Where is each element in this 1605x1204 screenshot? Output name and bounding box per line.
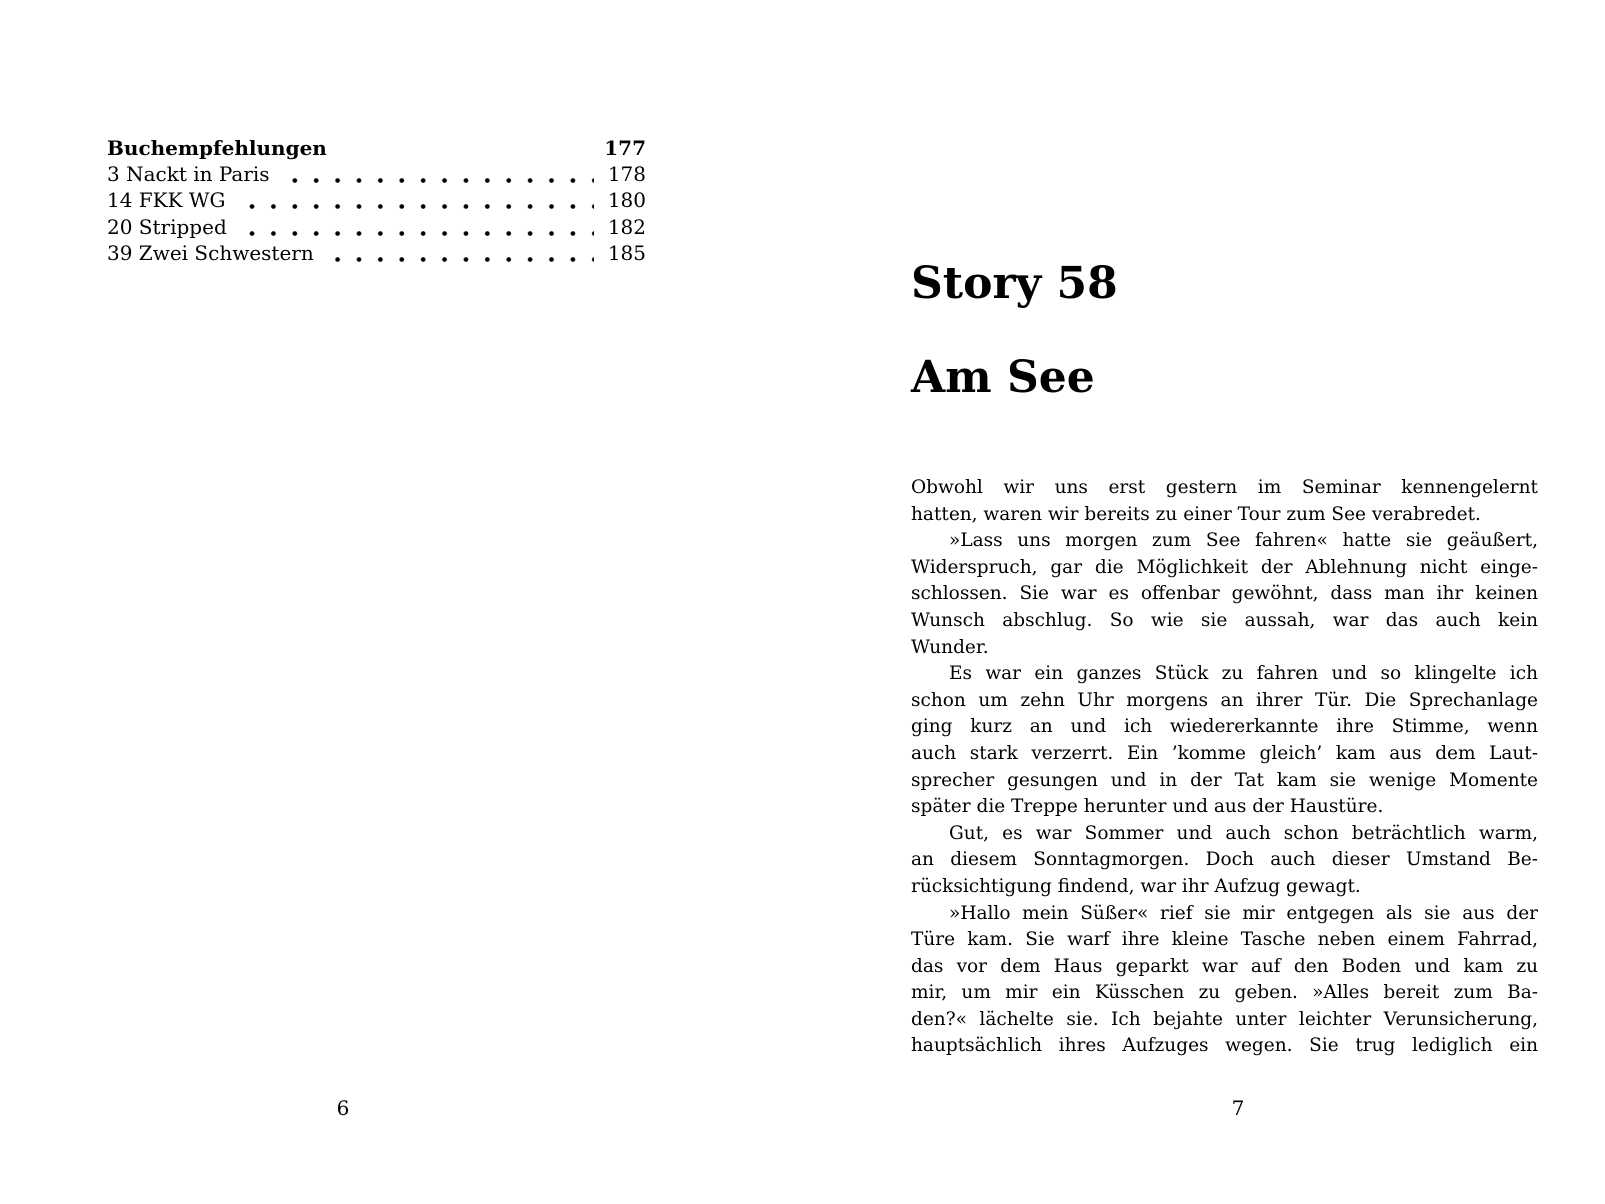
body-text-line: Türe kam. Sie warf ihre kleine Tasche neben einem Fahrrad, bbox=[911, 929, 1538, 951]
body-text-line: den?« lächelte sie. Ich bejahte unter leichter Verunsicherung, bbox=[911, 1008, 1538, 1030]
body-text-line: schlossen. Sie war es offenbar gewöhnt, dass man ihr keinen bbox=[911, 583, 1538, 605]
body-text-line: ging kurz an und ich wiedererkannte ihre Stimme, wenn bbox=[911, 716, 1538, 738]
toc-header-row bbox=[107, 135, 646, 161]
toc-entry-label: 3 Nackt in Paris bbox=[107, 161, 282, 187]
toc-header-page-number: 177 bbox=[590, 135, 646, 161]
body-text-line: mir, um mir ein Küsschen zu geben. »Alles bereit zum Ba- bbox=[911, 982, 1538, 1004]
body-text-line: Es war ein ganzes Stück zu fahren und so klingelte ich bbox=[949, 663, 1538, 685]
left-page-number: 6 bbox=[336, 1096, 350, 1120]
body-text-line: »Hallo mein Süßer« rief sie mir entgegen als sie aus der bbox=[949, 902, 1538, 924]
chapter-title: Am See bbox=[911, 352, 1095, 403]
story-body bbox=[911, 475, 1538, 1060]
body-text-line: Wunder. bbox=[911, 636, 989, 658]
toc-entry-page-number: 180 bbox=[594, 187, 646, 213]
toc-entries bbox=[107, 161, 646, 266]
toc-entry-row bbox=[107, 214, 646, 240]
toc-entry-page-number: 185 bbox=[594, 240, 646, 266]
toc-entry-label: 14 FKK WG bbox=[107, 187, 237, 213]
body-text-line: auch stark verzerrt. Ein ’komme gleich’ kam aus dem Laut- bbox=[911, 742, 1538, 764]
body-text-line: schon um zehn Uhr morgens an ihrer Tür. Die Sprechanlage bbox=[911, 689, 1538, 711]
body-text-line: »Lass uns morgen zum See fahren« hatte sie geäußert, bbox=[949, 530, 1538, 552]
body-text-line: sprecher gesungen und in der Tat kam sie wenige Momente bbox=[911, 769, 1538, 791]
chapter-number: Story 58 bbox=[911, 258, 1118, 309]
toc-entry-row bbox=[107, 187, 646, 213]
body-text-line: hatten, waren wir bereits zu einer Tour zum See verabredet. bbox=[911, 503, 1481, 525]
toc-entry-row bbox=[107, 161, 646, 187]
body-text-line: an diesem Sonntagmorgen. Doch auch dieser Umstand Be- bbox=[911, 849, 1538, 871]
right-page-number: 7 bbox=[1231, 1096, 1245, 1120]
toc-entry-page-number: 182 bbox=[594, 214, 646, 240]
body-text-line: Obwohl wir uns erst gestern im Seminar kennengelernt bbox=[911, 477, 1538, 498]
body-text-line: rücksichtigung findend, war ihr Aufzug gewagt. bbox=[911, 875, 1361, 897]
toc-entry-row bbox=[107, 240, 646, 266]
toc-entry-label: 39 Zwei Schwestern bbox=[107, 240, 326, 266]
body-text-line: Wunsch abschlug. So wie sie aussah, war das auch kein bbox=[911, 609, 1538, 631]
toc-entry-label: 20 Stripped bbox=[107, 214, 239, 240]
body-text-line: später die Treppe herunter und aus der Haustüre. bbox=[911, 796, 1384, 818]
body-text-line: Gut, es war Sommer und auch schon beträchtlich warm, bbox=[949, 822, 1538, 844]
toc-header-label: Buchempfehlungen bbox=[107, 135, 339, 161]
toc-entry-page-number: 178 bbox=[594, 161, 646, 187]
table-of-contents bbox=[107, 135, 646, 266]
body-text-line: das vor dem Haus geparkt war auf den Boden und kam zu bbox=[911, 955, 1538, 977]
body-text-line: hauptsächlich ihres Aufzuges wegen. Sie trug lediglich ein bbox=[911, 1035, 1538, 1057]
body-text-line: Widerspruch, gar die Möglichkeit der Ablehnung nicht einge- bbox=[911, 556, 1538, 578]
